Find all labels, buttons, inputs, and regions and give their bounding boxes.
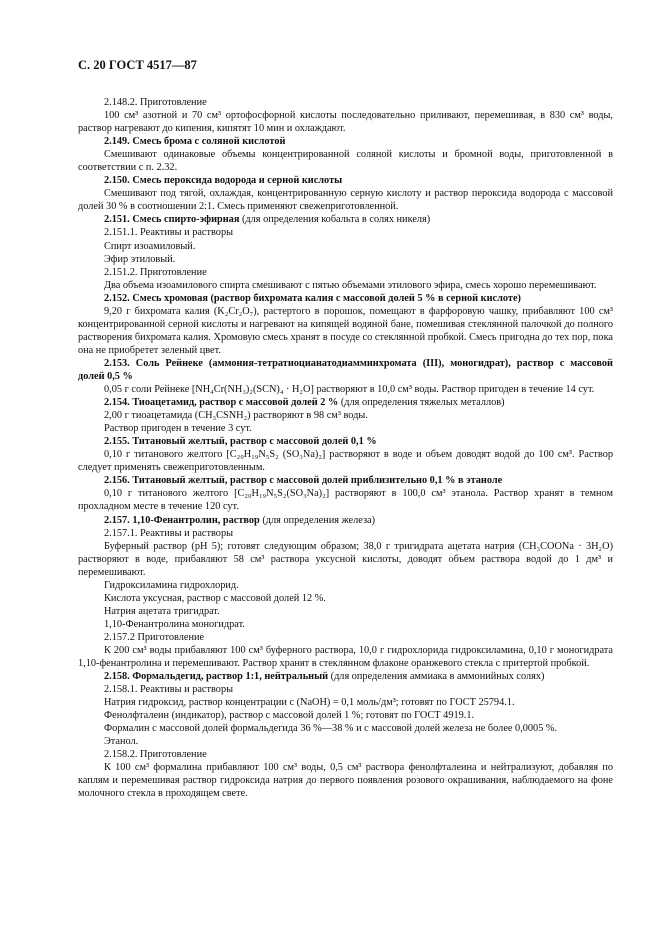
paragraph: [78, 305, 613, 357]
paragraph-text: Натрия ацетата тригидрат.: [104, 605, 220, 617]
paragraph: [78, 240, 613, 253]
paragraph-heading: 2.155. Титановый желтый, раствор с массовой долей 0,1 %: [104, 436, 377, 448]
paragraph-text: (для определения кобальта в солях никеля): [241, 214, 431, 226]
document-body: [78, 96, 613, 801]
paragraph: [78, 487, 613, 513]
paragraph-text: 9,20 г бихромата калия (K₂Cr₂O₇), растертого в порошок, помещают в фарфоровую чашку, прибавляют 100 см³ концентрированной серной кислоты и нагревают на кипящей водяной бане, помешивая стеклянной палочкой до полного растворения бихромата калия. Хромовую смесь хранят в посуде со стеклянной пробкой. Смесь пригодна до тех пор, пока она не приобретет зеленый цвет.: [78, 305, 613, 356]
paragraph: [78, 226, 613, 239]
paragraph-text: 2,00 г тиоацетамида (CH₃CSNH₂) растворяют в 98 см³ воды.: [104, 410, 368, 422]
paragraph: [78, 748, 613, 761]
page-header: С. 20 ГОСТ 4517—87: [78, 58, 197, 72]
paragraph-text: Два объема изоамилового спирта смешивают с пятью объемами этилового эфира, смесь хорошо перемешивают.: [104, 279, 597, 291]
paragraph-text: Смешивают под тягой, охлаждая, концентрированную серную кислоту и раствор пероксида водорода с массовой долей 30 % в соотношении 2:1. Смесь применяют свежеприготовленной.: [78, 188, 613, 213]
paragraph-text: 2.157.2 Приготовление: [104, 631, 205, 643]
paragraph-text: Буферный раствор (рН 5); готовят следующим образом; 38,0 г тригидрата ацетата натрия (CH₃COONa · 3H₂O) растворяют в воде, прибавляют 58 см³ раствора уксусной кислоты, доводят объем раствора водой до 1 дм³ и перемешивают.: [78, 540, 613, 578]
paragraph: [78, 527, 613, 540]
paragraph-text: 2.151.2. Приготовление: [104, 266, 207, 278]
paragraph: [78, 174, 613, 187]
paragraph: [78, 540, 613, 579]
paragraph-text: 2.158.2. Приготовление: [104, 749, 207, 761]
paragraph: [78, 722, 613, 735]
paragraph: [78, 109, 613, 135]
paragraph: [78, 435, 613, 448]
paragraph: [78, 383, 613, 396]
paragraph: [78, 213, 613, 226]
paragraph: [78, 357, 613, 383]
paragraph: [78, 683, 613, 696]
paragraph-text: Кислота уксусная, раствор с массовой долей 12 %.: [104, 592, 326, 604]
paragraph-text: Формалин с массовой долей формальдегида 36 %—38 % и с массовой долей железа не более 0,0005 %.: [104, 723, 558, 735]
paragraph: [78, 474, 613, 487]
paragraph-heading: 2.154. Тиоацетамид, раствор с массовой долей 2 %: [104, 397, 341, 409]
paragraph: [78, 292, 613, 305]
paragraph: [78, 644, 613, 670]
paragraph-heading: 2.151. Смесь спирто-эфирная: [104, 214, 242, 226]
paragraph: [78, 709, 613, 722]
paragraph-heading: 2.149. Смесь брома с соляной кислотой: [104, 136, 286, 148]
paragraph-text: 100 см³ азотной и 70 см³ ортофосфорной кислоты последовательно приливают, перемешивая, в 830 см³ воды, раствор нагревают до кипения, кипятят 10 мин и охлаждают.: [78, 110, 613, 135]
paragraph-text: Раствор пригоден в течение 3 сут.: [104, 423, 252, 435]
paragraph-text: (для определения тяжелых металлов): [340, 397, 505, 409]
paragraph-heading: 2.153. Соль Рейнеке (аммония-тетратиоцианатодиамминхромата (III), моногидрат), раствор с массовой долей 0,5 %: [78, 357, 613, 382]
paragraph: [78, 396, 613, 409]
paragraph-text: 1,10-Фенантролина моногидрат.: [104, 618, 245, 630]
paragraph-text: Эфир этиловый.: [104, 253, 176, 265]
paragraph-text: (для определения аммиака в аммонийных солях): [330, 671, 545, 683]
paragraph: [78, 605, 613, 618]
paragraph-text: Фенолфталеин (индикатор), раствор с массовой долей 1 %; готовят по ГОСТ 4919.1.: [104, 710, 475, 722]
paragraph: [78, 448, 613, 474]
paragraph: [78, 422, 613, 435]
paragraph-text: 0,10 г титанового желтого [C₂₀H₁₉N₅S₂ (SO₃Na)₂] растворяют в воде и объем доводят водой до 100 см³. Раствор следует применять свежеприготовленным.: [78, 449, 613, 474]
paragraph-text: К 200 см³ воды прибавляют 100 см³ буферного раствора, 10,0 г гидрохлорида гидроксиламина, 0,10 г моногидрата 1,10-фенантролина и перемешивают. Раствор хранят в стеклянном флаконе оранжевого стекла с притертой пробкой.: [78, 644, 613, 670]
paragraph-heading: 2.156. Титановый желтый, раствор с массовой долей приблизительно 0,1 % в этаноле: [104, 475, 503, 487]
paragraph: [78, 253, 613, 266]
paragraph: [78, 514, 613, 527]
paragraph: [78, 266, 613, 279]
paragraph-heading: 2.152. Смесь хромовая (раствор бихромата калия с массовой долей 5 % в серной кислоте): [104, 292, 521, 304]
paragraph-text: 0,05 г соли Рейнеке [NH₄Cr(NH₃)₂(SCN)₄ · H₂O] растворяют в 10,0 см³ воды. Раствор пригоден в течение 14 сут.: [104, 384, 595, 396]
paragraph-heading: 2.158. Формальдегид, раствор 1:1, нейтральный: [104, 671, 331, 683]
paragraph-text: Спирт изоамиловый.: [104, 240, 196, 252]
paragraph-text: К 100 см³ формалина прибавляют 100 см³ воды, 0,5 см³ раствора фенолфталеина и нейтрализуют, добавляя по каплям и перемешивая раствор гидроксида натрия до первого появления розового окрашивания, наблюдаемого на фоне молочного стекла в проходящем свете.: [78, 762, 613, 800]
paragraph-text: 2.158.1. Реактивы и растворы: [104, 684, 234, 696]
paragraph-text: Гидроксиламина гидрохлорид.: [104, 579, 239, 591]
paragraph-heading: 2.157. 1,10-Фенантролин, раствор: [104, 514, 263, 526]
paragraph: [78, 579, 613, 592]
paragraph-text: Смешивают одинаковые объемы концентрированной соляной кислоты и бромной воды, приготовленной в соответствии с п. 2.32.: [78, 149, 613, 174]
paragraph: [78, 279, 613, 292]
paragraph-text: Этанол.: [104, 736, 139, 748]
paragraph: [78, 670, 613, 683]
paragraph: [78, 187, 613, 213]
paragraph-text: 2.148.2. Приготовление: [104, 97, 207, 108]
paragraph: [78, 696, 613, 709]
paragraph-text: 0,10 г титанового желтого [C₂₀H₁₉N₅S₂(SO₃Na)₂] растворяют в 100,0 см³ этанола. Раствор хранят в темном прохладном месте в течение 120 сут.: [78, 488, 613, 513]
paragraph: [78, 761, 613, 800]
paragraph: [78, 735, 613, 748]
paragraph-text: (для определения железа): [262, 514, 376, 526]
paragraph-text: 2.151.1. Реактивы и растворы: [104, 227, 234, 239]
paragraph: [78, 135, 613, 148]
paragraph: [78, 409, 613, 422]
paragraph-text: Натрия гидроксид, раствор концентрации c (NaOH) = 0,1 моль/дм³; готовят по ГОСТ 25794.1.: [104, 697, 515, 709]
paragraph: [78, 148, 613, 174]
paragraph: [78, 96, 613, 109]
paragraph-heading: 2.150. Смесь пероксида водорода и серной кислоты: [104, 175, 343, 187]
paragraph-text: 2.157.1. Реактивы и растворы: [104, 527, 234, 539]
paragraph: [78, 618, 613, 631]
paragraph: [78, 592, 613, 605]
paragraph: [78, 631, 613, 644]
